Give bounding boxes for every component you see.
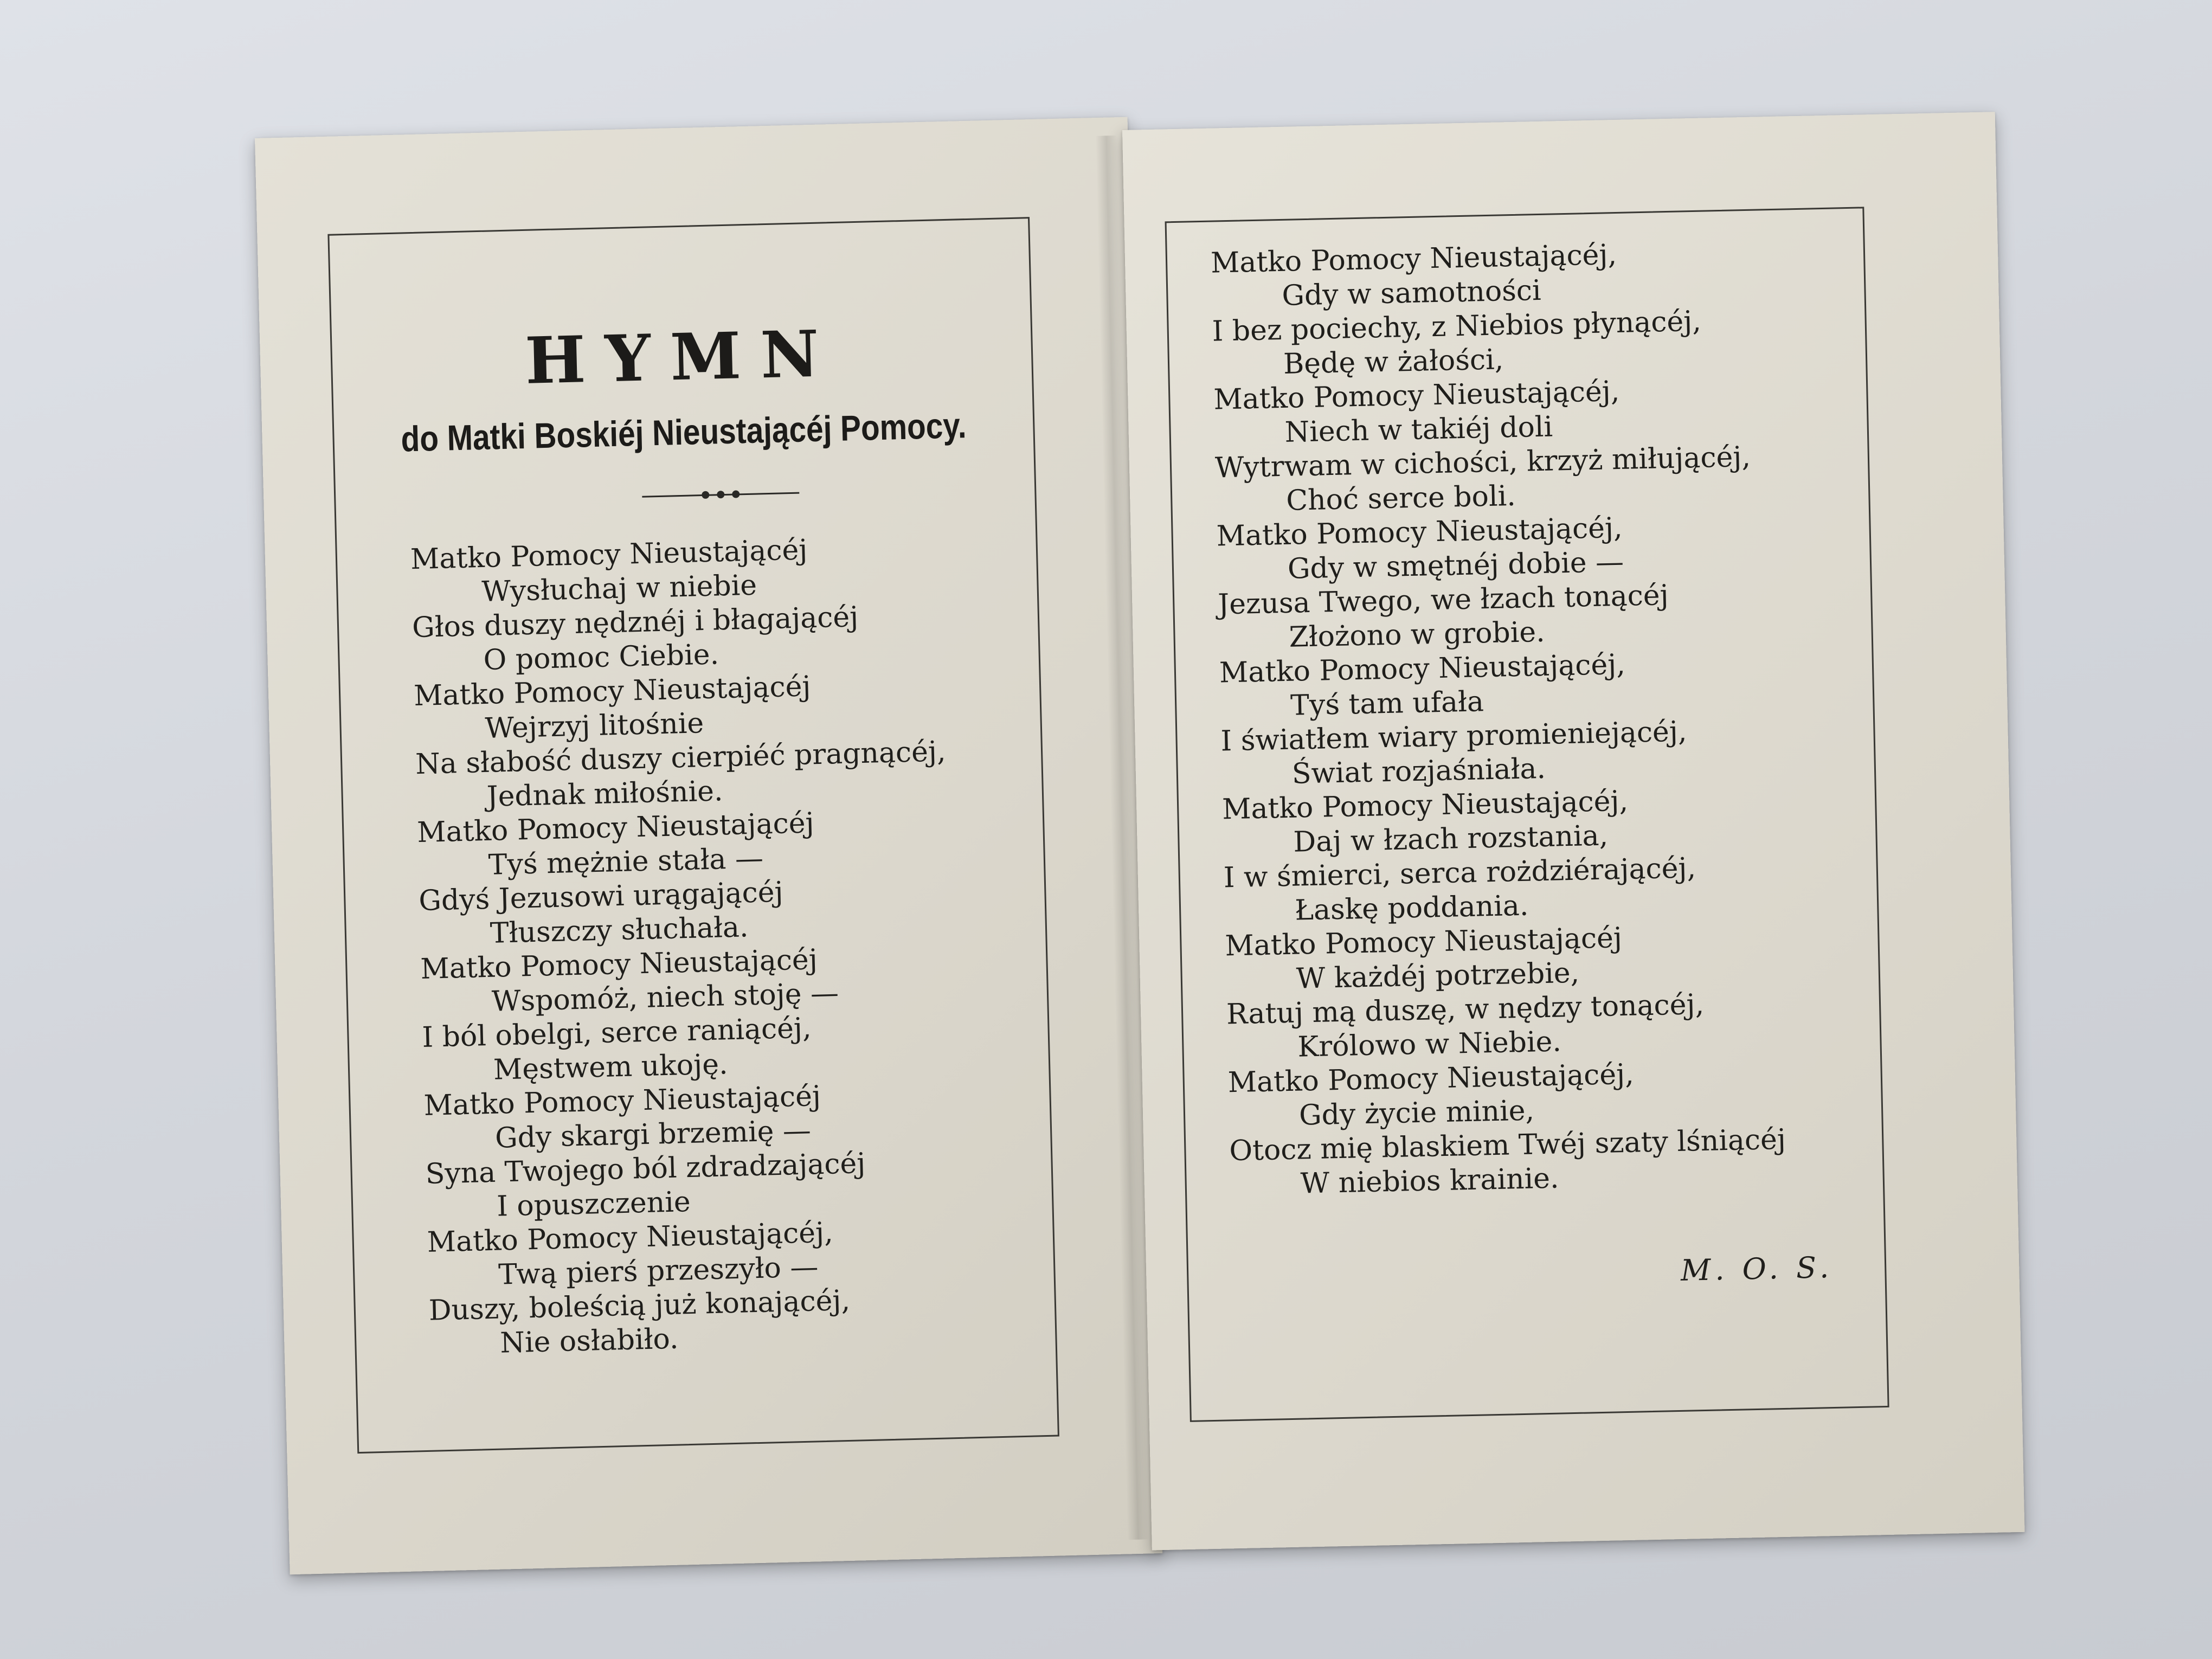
verse-line: Jednak miłośnie. — [486, 775, 724, 813]
verse-line: I w śmierci, serca rożdziérającéj, — [1223, 852, 1696, 895]
verse-line: Matko Pomocy Nieustającéj, — [1216, 511, 1623, 553]
verse-line: Niech w takiéj doli — [1284, 410, 1553, 449]
verse-line: I bez pociechy, z Niebios płynącéj, — [1212, 305, 1702, 348]
right-page-frame — [1165, 207, 1889, 1422]
verse-line: Wytrwam w cichości, krzyż miłującéj, — [1214, 440, 1751, 485]
verse-line: W każdéj potrzebie, — [1296, 956, 1580, 995]
hymn-subtitle: do Matki Boskiéj Nieustającéj Pomocy. — [400, 405, 967, 459]
left-page — [255, 117, 1162, 1575]
verse-line: W niebios krainie. — [1300, 1162, 1560, 1200]
verse-line: Będę w żałości, — [1283, 343, 1504, 381]
verse-line: Złożono w grobie. — [1289, 615, 1546, 654]
verse-line: Matko Pomocy Nieustającéj — [1224, 922, 1623, 963]
verse-line: Choć serce boli. — [1285, 479, 1516, 517]
verse-line: Syna Twojego ból zdradzającéj — [425, 1147, 866, 1191]
verse-line: Matko Pomocy Nieustającéj, — [1221, 785, 1629, 826]
verse-line: Męstwem ukoję. — [493, 1048, 729, 1086]
verse-line: Gdy w smętnéj dobie — — [1287, 545, 1624, 586]
verse-line: Ratuj mą duszę, w nędzy tonącéj, — [1226, 988, 1705, 1031]
verse-line: Gdy skargi brzemię — — [494, 1114, 812, 1155]
verse-line: Tłuszczy słuchała. — [490, 911, 749, 950]
verse-line: Matko Pomocy Nieustającéj — [423, 1080, 821, 1122]
verse-line: I światłem wiary promieniejącéj, — [1220, 715, 1687, 758]
verse-line: Wysłuchaj w niebie — [481, 569, 757, 609]
verse-line: Gdy życie minie, — [1298, 1094, 1535, 1132]
verse-line: Tyś tam ufała — [1290, 685, 1484, 722]
verse-line: Twą pierś przeszyło — — [498, 1251, 819, 1291]
left-page-frame — [327, 217, 1059, 1454]
verse-line: Gdyś Jezusowi urągającéj — [418, 876, 784, 918]
verse-line: Duszy, boleścią już konającéj, — [428, 1284, 851, 1327]
verse-line: O pomoc Ciebie. — [483, 638, 719, 677]
verse-line: Daj w łzach rozstania, — [1293, 819, 1609, 859]
verse-line: Matko Pomocy Nieustającéj — [416, 807, 815, 850]
verse-line: Łaskę poddania. — [1294, 889, 1529, 927]
verse-line: I ból obelgi, serce raniącéj, — [421, 1012, 812, 1054]
author-signature: M. O. S. — [1680, 1250, 1834, 1288]
verse-line: Jezusa Twego, we łzach tonącéj — [1217, 579, 1669, 621]
verse-line: Matko Pomocy Nieustającéj — [410, 533, 808, 576]
verse-line: Na słabość duszy cierpiéć pragnącéj, — [415, 735, 947, 781]
verse-line: Głos duszy nędznéj i błagającéj — [411, 601, 859, 645]
verse-line: Otocz mię blaskiem Twéj szaty lśniącéj — [1229, 1123, 1786, 1168]
verse-line: Matko Pomocy Nieustającéj — [420, 943, 818, 986]
left-verses — [410, 530, 960, 1362]
title-ornament — [642, 487, 799, 502]
right-page — [1122, 112, 2025, 1550]
verse-line: Matko Pomocy Nieustającéj — [413, 670, 812, 713]
verse-line: Świat rozjaśniała. — [1291, 752, 1546, 790]
verse-line: Nie osłabiło. — [499, 1322, 679, 1360]
verse-line: I opuszczenie — [496, 1185, 691, 1223]
verse-line: Tyś mężnie stała — — [488, 842, 764, 882]
verse-line: Matko Pomocy Nieustającéj, — [1210, 238, 1617, 280]
hymn-title: HYMN — [524, 315, 840, 398]
verse-line: Matko Pomocy Nieustającéj, — [1213, 375, 1620, 416]
verse-line: Matko Pomocy Nieustającéj, — [427, 1216, 834, 1259]
verse-line: Wspomóż, niech stoję — — [491, 977, 839, 1018]
verse-line: Gdy w samotności — [1281, 274, 1542, 312]
right-verses — [1211, 235, 1787, 1203]
verse-line: Wejrzyj litośnie — [484, 707, 704, 745]
verse-line: Matko Pomocy Nieustającéj, — [1227, 1058, 1635, 1099]
verse-line: Matko Pomocy Nieustającéj, — [1219, 648, 1626, 690]
verse-line: Królowo w Niebie. — [1297, 1025, 1562, 1064]
